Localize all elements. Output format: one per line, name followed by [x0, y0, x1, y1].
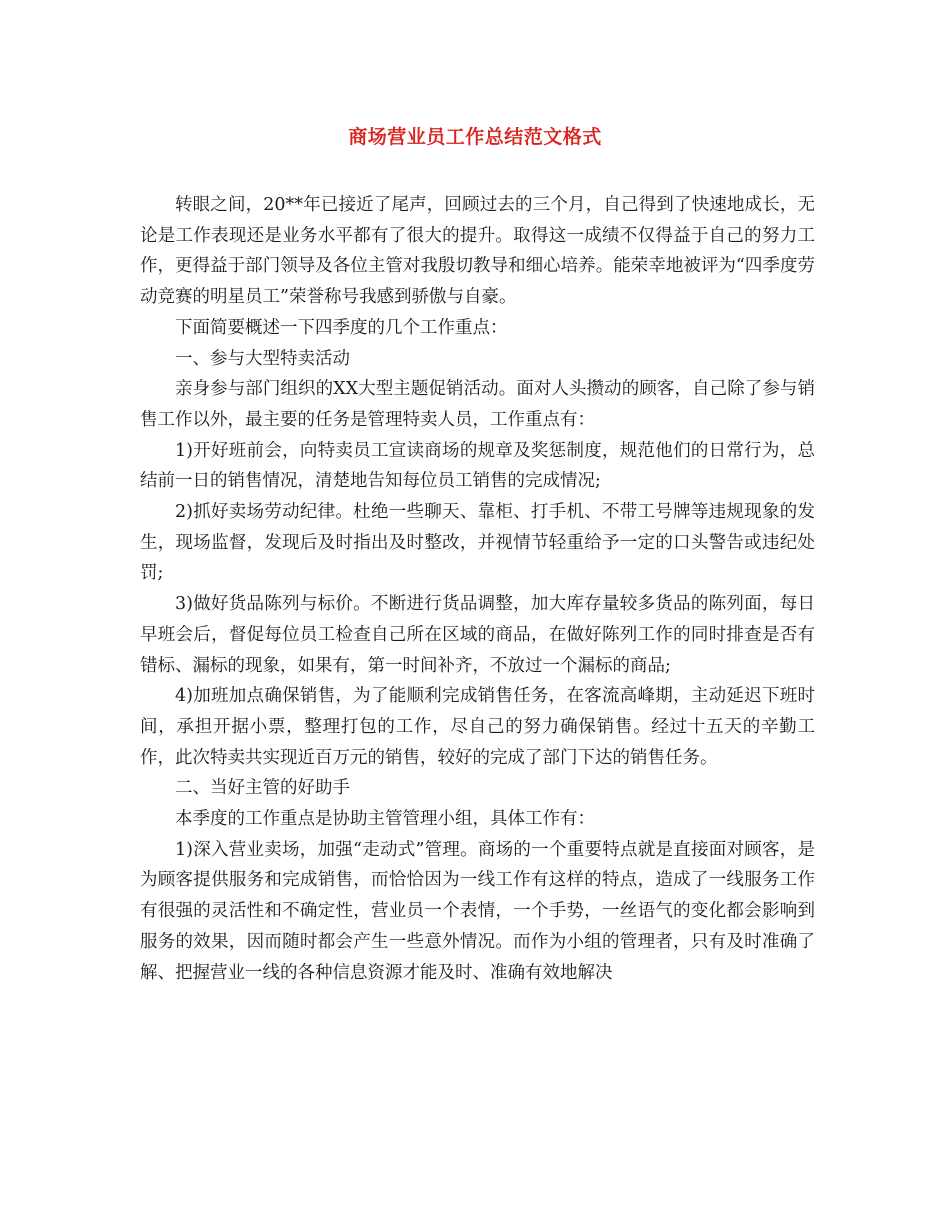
- paragraph-overview: 下面简要概述一下四季度的几个工作重点：: [175, 317, 508, 338]
- document-body: [140, 190, 815, 988]
- document-title: 商场营业员工作总结范文格式: [348, 126, 602, 148]
- section-heading-1: 一、参与大型特卖活动: [175, 348, 350, 369]
- paragraph-section-2-intro: 本季度的工作重点是协助主管管理小组，具体工作有：: [175, 809, 595, 830]
- section-heading-2: 二、当好主管的好助手: [175, 778, 350, 799]
- list-item-1-1: 1)开好班前会，向特卖员工宣读商场的规章及奖惩制度，规范他们的日常行为，总结前一日的销售情况，清楚地告知每位员工销售的完成情况;: [140, 440, 815, 492]
- list-item-2-1: 1)深入营业卖场，加强“走动式”管理。商场的一个重要特点就是直接面对顾客，是为顾客提供服务和完成销售，而恰恰因为一线工作有这样的特点，造成了一线服务工作有很强的灵活性和不确定性，营业员一个表情，一个手势，一丝语气的变化都会影响到服务的效果，因而随时都会产生一些意外情况。而作为小组的管理者，只有及时准确了解、把握营业一线的各种信息资源才能及时、准确有效地解决: [140, 839, 815, 983]
- paragraph-section-1-intro: 亲身参与部门组织的XX大型主题促销活动。面对人头攒动的顾客，自己除了参与销售工作以外，最主要的任务是管理特卖人员，工作重点有：: [140, 379, 815, 430]
- paragraph-intro: 转眼之间，20**年已接近了尾声，回顾过去的三个月，自己得到了快速地成长，无论是工作表现还是业务水平都有了很大的提升。取得这一成绩不仅得益于自己的努力工作，更得益于部门领导及各位主管对我殷切教导和细心培养。能荣幸地被评为“四季度劳动竞赛的明星员工”荣誉称号我感到骄傲与自豪。: [140, 195, 815, 308]
- list-item-1-2: 2)抓好卖场劳动纪律。杜绝一些聊天、靠柜、打手机、不带工号牌等违规现象的发生，现场监督，发现后及时指出及时整改，并视情节轻重给予一定的口头警告或违纪处罚;: [140, 502, 815, 584]
- list-item-1-3: 3)做好货品陈列与标价。不断进行货品调整，加大库存量较多货品的陈列面，每日早班会后，督促每位员工检查自己所在区域的商品，在做好陈列工作的同时排查是否有错标、漏标的现象，如果有，第一时间补齐，不放过一个漏标的商品;: [140, 594, 815, 676]
- list-item-1-4: 4)加班加点确保销售，为了能顺利完成销售任务，在客流高峰期，主动延迟下班时间，承担开据小票，整理打包的工作，尽自己的努力确保销售。经过十五天的辛勤工作，此次特卖共实现近百万元的销售，较好的完成了部门下达的销售任务。: [140, 686, 815, 768]
